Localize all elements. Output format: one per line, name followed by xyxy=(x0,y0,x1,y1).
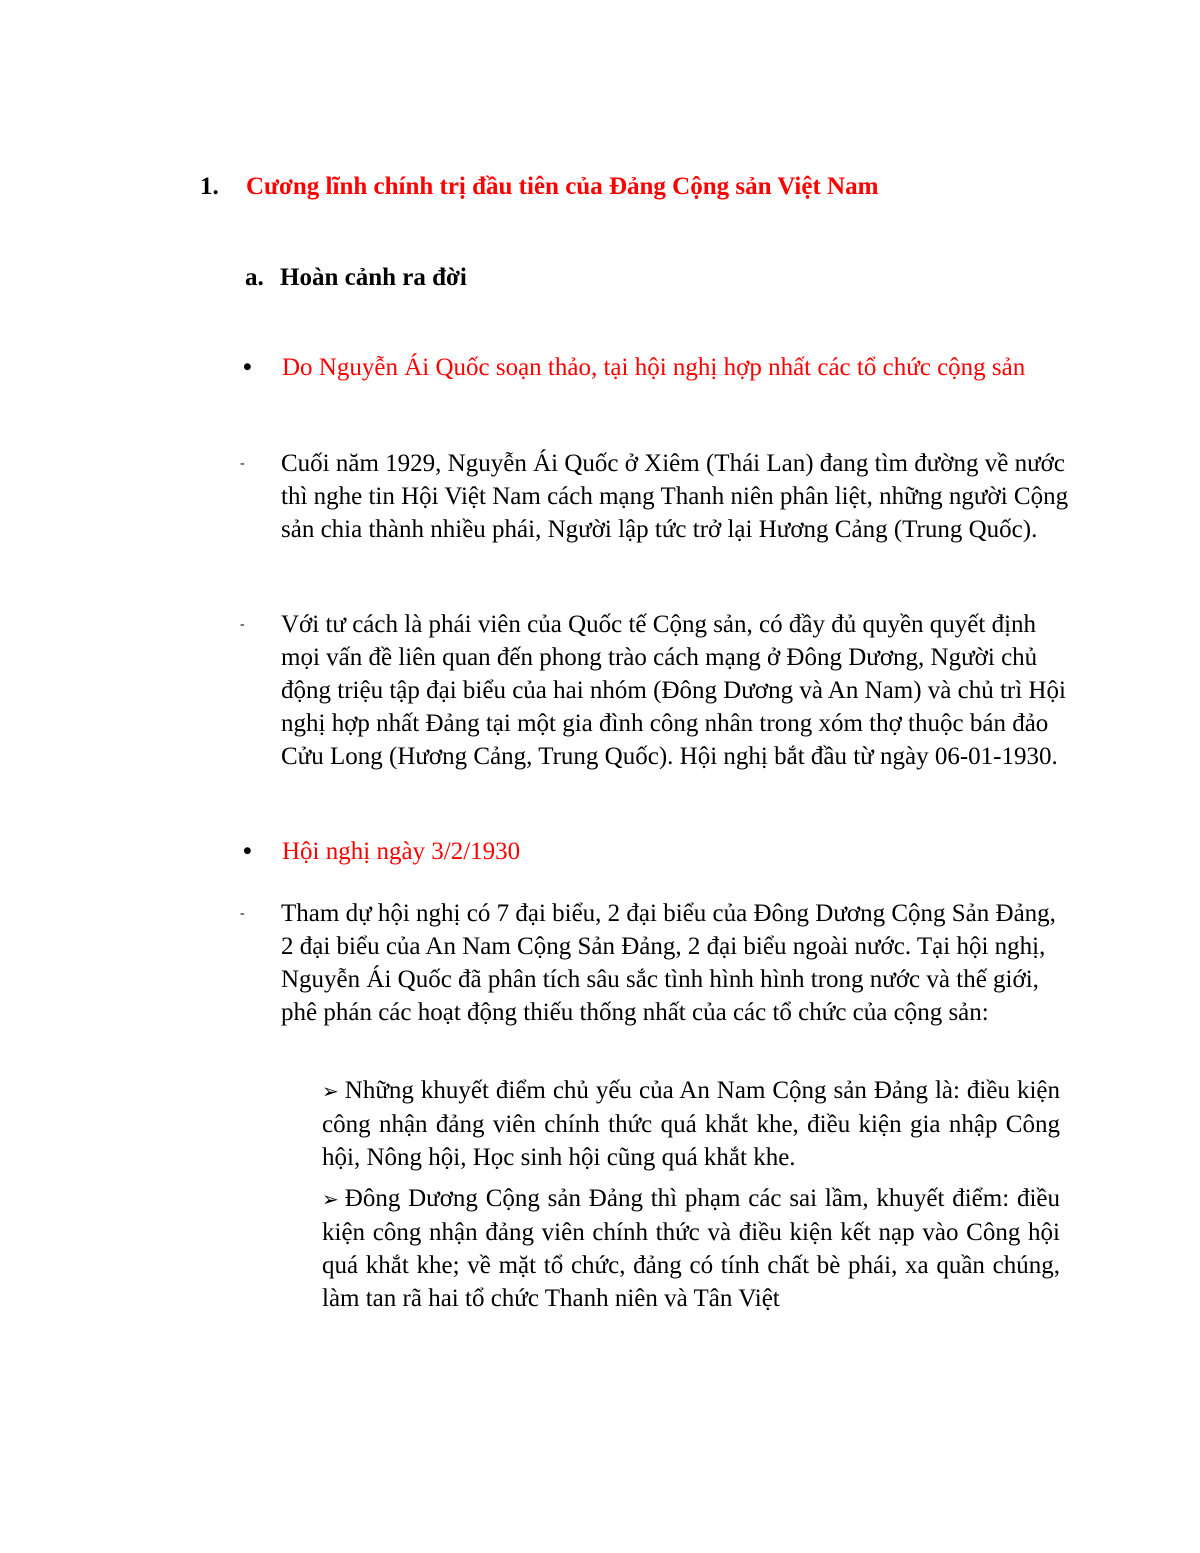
section-number: 1. xyxy=(200,173,219,200)
bullet-symbol: • xyxy=(243,838,252,865)
dash-text: Cuối năm 1929, Nguyễn Ái Quốc ở Xiêm (Thái Lan) đang tìm đường về nước thì nghe tin Hội Việt Nam cách mạng Thanh niên phân liệt, những người Cộng sản chia thành nhiều phái, Người lập tức trở lại Hương Cảng (Trung Quốc). xyxy=(281,450,1069,543)
section-heading-1 xyxy=(200,170,878,204)
sub-item-dongduong-party xyxy=(322,1182,1060,1315)
bullet-text: Do Nguyễn Ái Quốc soạn thảo, tại hội nghị hợp nhất các tổ chức cộng sản xyxy=(282,354,1026,381)
bullet-symbol: • xyxy=(243,354,252,381)
dash-text: Với tư cách là phái viên của Quốc tế Cộng sản, có đầy đủ quyền quyết định mọi vấn đề liên quan đến phong trào cách mạng ở Đông Dương, Người chủ động triệu tập đại biểu của hai nhóm (Đông Dương và An Nam) và chủ trì Hội nghị hợp nhất Đảng tại một gia đình công nhân trong xóm thợ thuộc bán đảo Cửu Long (Hương Cảng, Trung Quốc). Hội nghị bắt đầu từ ngày 06-01-1930. xyxy=(281,611,1066,770)
bullet-item-drafting xyxy=(243,351,1073,385)
arrow-bullet-icon: ➢ xyxy=(322,1187,339,1211)
dash-symbol: - xyxy=(240,906,245,921)
sub-item-text: Những khuyết điểm chủ yếu của An Nam Cộng sản Đảng là: điều kiện công nhận đảng viên chính thức quá khắt khe, điều kiện gia nhập Công hội, Nông hội, Học sinh hội cũng quá khắt khe. xyxy=(322,1077,1060,1171)
sub-item-text: Đông Dương Cộng sản Đảng thì phạm các sai lầm, khuyết điểm: điều kiện công nhận đảng viên chính thức và điều kiện kết nạp vào Công hội quá khắt khe; về mặt tổ chức, đảng có tính chất bè phái, xa quần chúng, làm tan rã hai tổ chức Thanh niên và Tân Việt xyxy=(322,1185,1060,1312)
bullet-text: Hội nghị ngày 3/2/1930 xyxy=(282,838,521,865)
arrow-bullet-icon: ➢ xyxy=(322,1079,339,1103)
dash-symbol: - xyxy=(240,456,245,471)
dash-text: Tham dự hội nghị có 7 đại biểu, 2 đại biểu của Đông Dương Cộng Sản Đảng, 2 đại biểu của An Nam Cộng Sản Đảng, 2 đại biểu ngoài nước. Tại hội nghị, Nguyễn Ái Quốc đã phân tích sâu sắc tình hình hình trong nước và thế giới, phê phán các hoạt động thiếu thống nhất của các tổ chức của cộng sản: xyxy=(281,900,1056,1026)
section-title: Cương lĩnh chính trị đầu tiên của Đảng Cộng sản Việt Nam xyxy=(246,173,879,200)
sub-item-annam-party xyxy=(322,1074,1060,1174)
subsection-title: Hoàn cảnh ra đời xyxy=(280,264,467,291)
dash-item-envoy xyxy=(240,608,1070,773)
bullet-item-conference xyxy=(243,835,1073,869)
dash-symbol: - xyxy=(240,617,245,632)
subsection-letter: a. xyxy=(245,264,264,291)
dash-item-1929 xyxy=(240,447,1070,546)
dash-item-attendees xyxy=(240,897,1070,1029)
subsection-heading-a xyxy=(245,261,467,295)
